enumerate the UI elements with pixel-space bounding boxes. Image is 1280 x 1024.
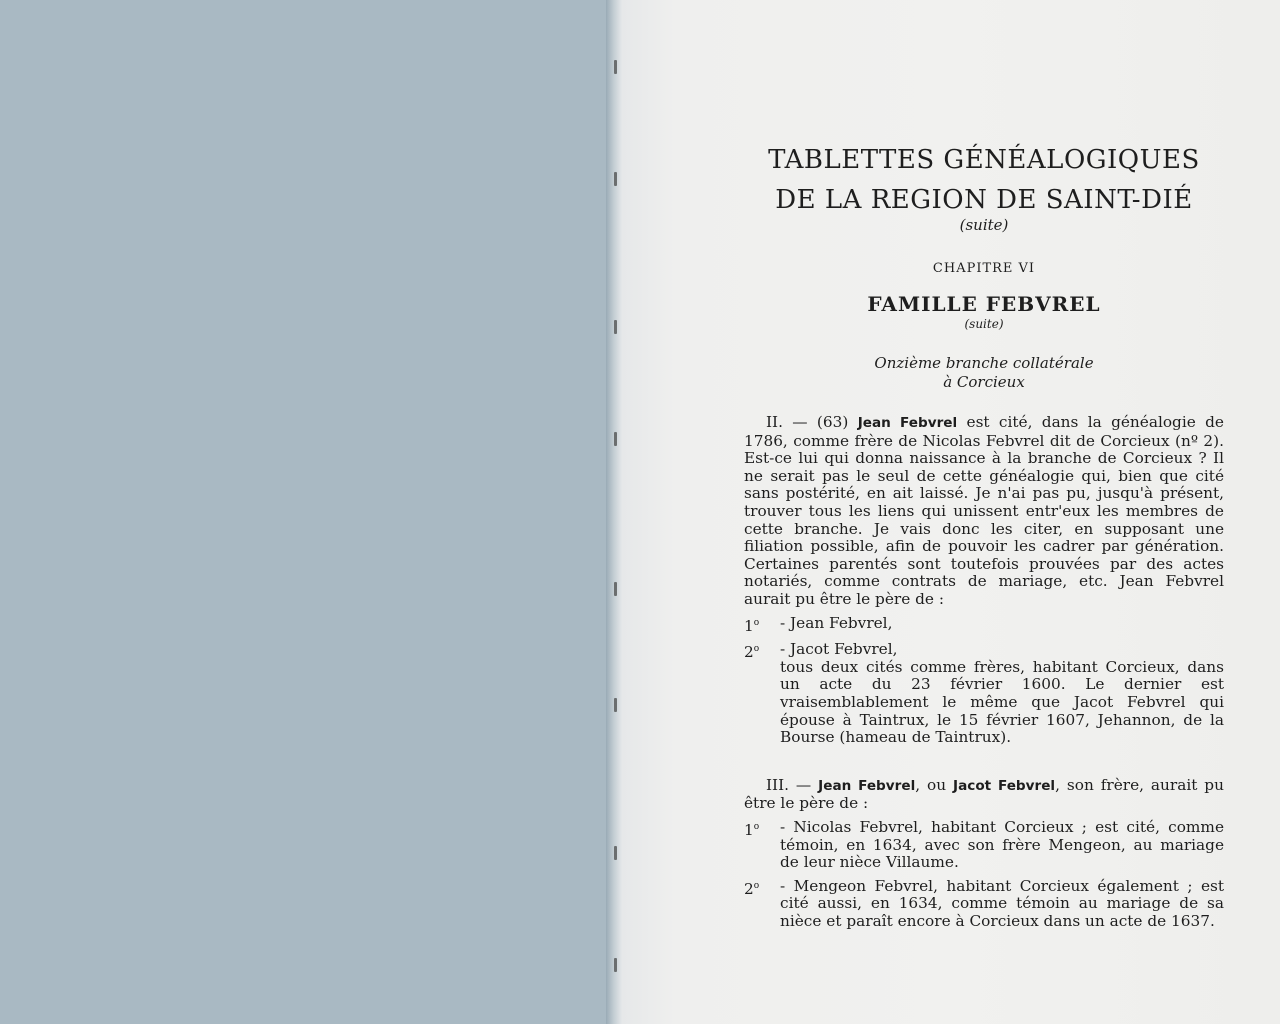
item-number: 2 [744, 879, 754, 898]
item-ordinal: o [753, 880, 760, 891]
item-number: 1 [744, 616, 754, 635]
binding-stitch [614, 320, 617, 334]
section-3-paragraph [744, 777, 1224, 813]
binding-stitch [614, 172, 617, 186]
item-text: - Jean Febvrel, [780, 613, 893, 632]
section-3-list [744, 819, 1224, 931]
chapter-heading: CHAPITRE VI [932, 261, 1036, 276]
item-continuation: tous deux cités comme frères, habitant Corcieux, dans un acte du 23 février 1600. Le dernier est vraisemblablement le même que Jacot Febvrel qui épouse à Taintrux, le 15 février 1607, Jehannon, de la Bourse (hameau de Taintrux). [780, 657, 1224, 747]
section-3-mid: , ou [915, 775, 947, 794]
title-suite: (suite) [959, 216, 1009, 234]
branch-heading [744, 354, 1224, 392]
title-line-2: DE LA REGION DE SAINT-DIÉ [775, 185, 1193, 215]
section-2-paragraph [744, 414, 1224, 609]
family-suite: (suite) [964, 317, 1004, 331]
item-number: 1 [744, 821, 754, 840]
list-item [744, 878, 1224, 931]
page-text [744, 140, 1224, 931]
left-page-blank [0, 0, 612, 1024]
branch-line-2: à Corcieux [943, 373, 1025, 391]
branch-line-1: Onzième branche collatérale [874, 354, 1094, 372]
family-heading: FAMILLE FEBVREL [867, 292, 1101, 316]
item-number: 2 [744, 643, 754, 662]
item-ordinal: o [753, 821, 760, 832]
list-item [744, 819, 1224, 872]
section-2-text: est cité, dans la généalogie de 1786, comme frère de Nicolas Febvrel dit de Corcieux (nº 2). Est-ce lui qui donna naissance à la branche de Corcieux ? Il ne serait pas le seul de cette généalogie qui, bien que cité sans postérité, en ait laissé. Je n'ai pas pu, jusqu'à présent, trouver tous les liens qui unissent entr'eux les membres de cette branche. Je vais donc les citer, en supposant une filiation possible, afin de pouvoir les cadrer par génération. Certaines parentés sont toutefois prouvées par des actes notariés, comme contrats de mariage, etc. Jean Febvrel aurait pu être le père de : [744, 413, 1224, 608]
list-item [744, 641, 1224, 747]
list-item [744, 615, 1224, 636]
binding-stitch [614, 698, 617, 712]
section-3-text: , son frère, aurait pu être le père de : [744, 775, 1224, 813]
binding-stitch [614, 846, 617, 860]
binding-stitch [614, 582, 617, 596]
section-3-name-2: Jacot Febvrel [953, 777, 1056, 794]
section-3-prefix: III. — [766, 775, 812, 794]
binding-stitch [614, 432, 617, 446]
title-line-1: TABLETTES GÉNÉALOGIQUES [768, 145, 1200, 175]
item-ordinal: o [753, 644, 760, 655]
item-text: - Mengeon Febvrel, habitant Corcieux également ; est cité aussi, en 1634, comme témoin au mariage de sa nièce et paraît encore à Corcieux dans un acte de 1637. [780, 876, 1224, 930]
binding-stitch [614, 958, 617, 972]
section-2-name: Jean Febvrel [857, 415, 958, 431]
item-text: - Jacot Febvrel, [780, 640, 898, 659]
item-ordinal: o [753, 617, 760, 628]
section-2-prefix: II. — (63) [766, 413, 849, 431]
section-3-name-1: Jean Febvrel [818, 777, 916, 794]
binding-stitch [614, 60, 617, 74]
item-text: - Nicolas Febvrel, habitant Corcieux ; est cité, comme témoin, en 1634, avec son frère Mengeon, au mariage de leur nièce Villaume. [780, 817, 1224, 872]
section-2-list [744, 615, 1224, 747]
